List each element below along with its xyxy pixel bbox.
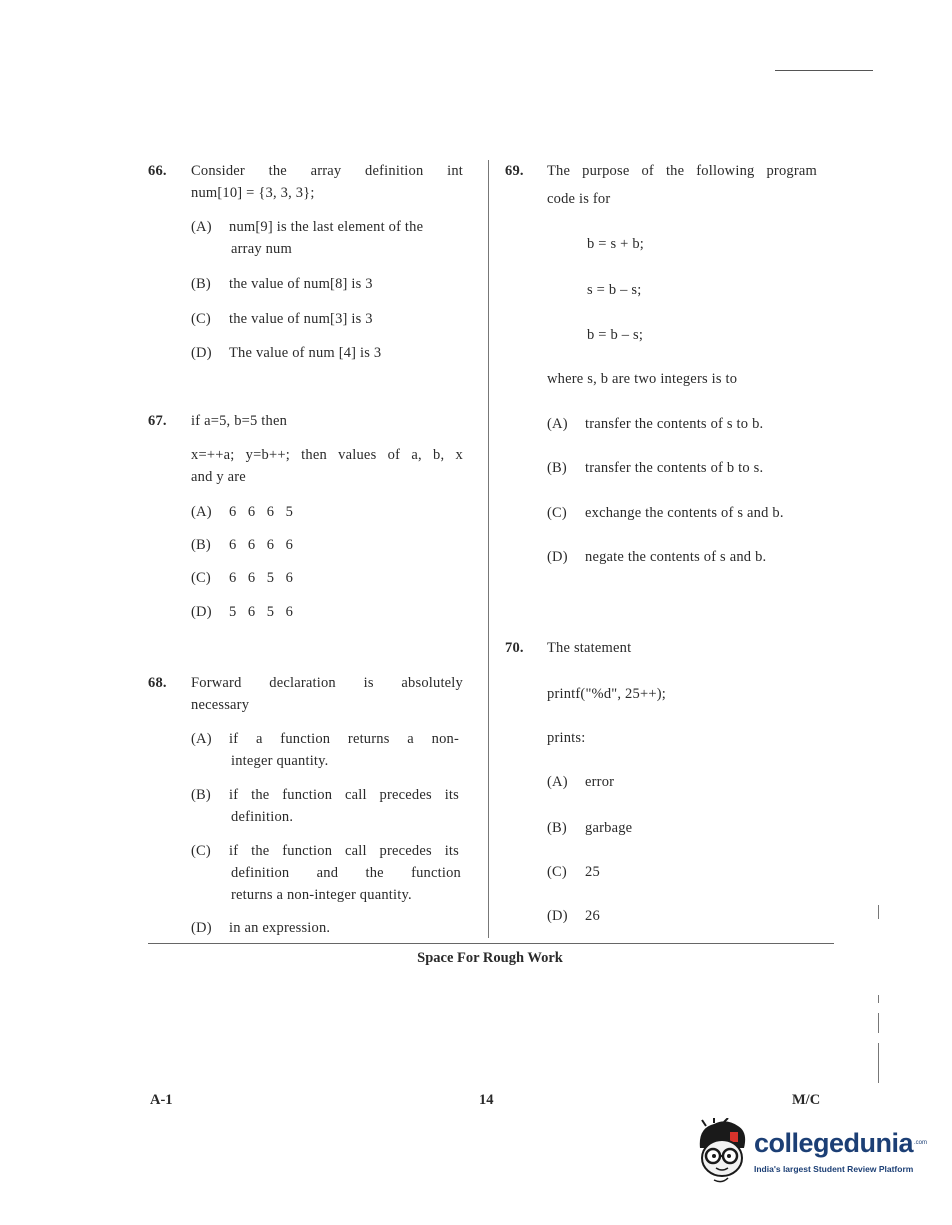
logo-suffix: .com xyxy=(914,1140,928,1146)
question-text: Consider the array definition int xyxy=(191,163,463,179)
option-a-cont: integer quantity. xyxy=(231,753,329,769)
question-text: if a=5, b=5 then xyxy=(191,413,288,429)
question-number: 68. xyxy=(148,675,167,691)
logo-wordmark: collegedunia xyxy=(754,1128,914,1158)
question-text: The statement xyxy=(547,640,632,656)
option-c: (C) 25 xyxy=(547,864,600,880)
rough-work-label: Space For Rough Work xyxy=(417,950,563,966)
option-b: (B) 6 6 6 6 xyxy=(191,537,297,553)
question-text: x=++a; y=b++; then values of a, b, x xyxy=(191,447,463,463)
question-text: code is for xyxy=(547,191,611,207)
option-a: (A) transfer the contents of s to b. xyxy=(547,416,764,432)
code-line: b = b – s; xyxy=(587,327,644,343)
mascot-icon xyxy=(692,1118,752,1188)
question-number: 69. xyxy=(505,163,524,179)
option-c: (C) if the function call precedes its xyxy=(191,843,459,859)
page-number: 14 xyxy=(479,1092,494,1108)
option-d: (D) The value of num [4] is 3 xyxy=(191,345,382,361)
edge-mark xyxy=(878,995,879,1003)
footer-series: M/C xyxy=(792,1092,821,1108)
question-text: necessary xyxy=(191,697,250,713)
option-b: (B) garbage xyxy=(547,820,633,836)
question-number: 70. xyxy=(505,640,524,656)
top-rule xyxy=(775,70,873,71)
option-a: (A) num[9] is the last element of the xyxy=(191,219,424,235)
option-c: (C) exchange the contents of s and b. xyxy=(547,505,784,521)
option-d: (D) negate the contents of s and b. xyxy=(547,549,767,565)
question-text: where s, b are two integers is to xyxy=(547,371,738,387)
footer-code: A-1 xyxy=(150,1092,173,1108)
collegedunia-logo xyxy=(692,1118,927,1190)
option-a: (A) if a function returns a non- xyxy=(191,731,459,747)
question-text: and y are xyxy=(191,469,246,485)
edge-mark xyxy=(878,1043,879,1083)
question-number: 67. xyxy=(148,413,167,429)
option-c: (C) 6 6 5 6 xyxy=(191,570,297,586)
option-b: (B) the value of num[8] is 3 xyxy=(191,276,373,292)
option-d: (D) 26 xyxy=(547,908,600,924)
code-line: b = s + b; xyxy=(587,236,645,252)
code-line: printf("%d", 25++); xyxy=(547,686,666,702)
option-c-cont: returns a non-integer quantity. xyxy=(231,887,412,903)
question-text: The purpose of the following program xyxy=(547,163,817,179)
rough-work-rule xyxy=(148,943,834,944)
code-line: s = b – s; xyxy=(587,282,642,298)
question-text: num[10] = {3, 3, 3}; xyxy=(191,185,315,201)
option-a: (A) error xyxy=(547,774,615,790)
option-a-cont: array num xyxy=(231,241,292,257)
option-a: (A) 6 6 6 5 xyxy=(191,504,297,520)
option-b-cont: definition. xyxy=(231,809,294,825)
column-divider xyxy=(488,160,489,938)
edge-mark xyxy=(878,1013,879,1033)
option-d: (D) 5 6 5 6 xyxy=(191,604,297,620)
option-c: (C) the value of num[3] is 3 xyxy=(191,311,373,327)
edge-mark xyxy=(878,905,879,919)
option-b: (B) if the function call precedes its xyxy=(191,787,459,803)
option-d: (D) in an expression. xyxy=(191,920,331,936)
option-c-cont: definition and the function xyxy=(231,865,461,881)
question-text: prints: xyxy=(547,730,586,746)
logo-tagline: India's largest Student Review Platform xyxy=(754,1164,914,1174)
option-b: (B) transfer the contents of b to s. xyxy=(547,460,764,476)
question-text: Forward declaration is absolutely xyxy=(191,675,463,691)
question-number: 66. xyxy=(148,163,167,179)
